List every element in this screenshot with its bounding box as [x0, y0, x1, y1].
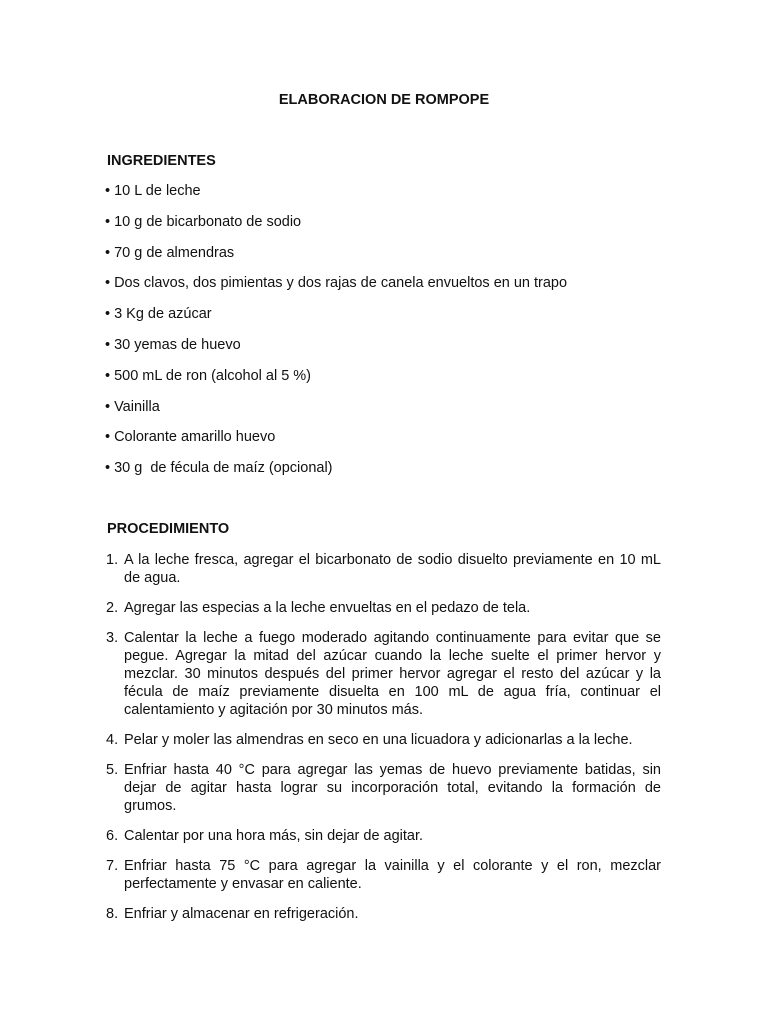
ingredient-item	[105, 214, 567, 245]
step-number: 3.	[106, 630, 119, 647]
ingredient-item	[105, 399, 567, 430]
ingredient-item	[105, 460, 567, 491]
step-number: 4.	[106, 731, 119, 748]
ingredient-text: 70 g de almendras	[114, 244, 235, 261]
procedure-step	[106, 600, 661, 618]
procedure-step	[106, 732, 661, 750]
step-text: Agregar las especias a la leche envueltas en el pedazo de tela.	[124, 600, 531, 617]
bullet-glyph: •	[105, 244, 111, 261]
ingredient-item	[105, 245, 567, 276]
step-number: 5.	[106, 762, 119, 779]
bullet-glyph: •	[105, 336, 111, 353]
ingredient-text: 10 L de leche	[114, 183, 201, 199]
procedure-step	[106, 906, 661, 924]
document-title: ELABORACION DE ROMPOPE	[278, 92, 490, 108]
ingredients-heading: INGREDIENTES	[107, 153, 216, 169]
bullet-glyph: •	[105, 460, 111, 477]
ingredient-text: 30 g de fécula de maíz (opcional)	[114, 460, 333, 477]
procedure-step	[106, 630, 661, 719]
step-text: A la leche fresca, agregar el bicarbonato de sodio disuelto previamente en 10 mL de agua.	[124, 552, 661, 586]
bullet-glyph: •	[105, 367, 111, 384]
ingredient-list	[105, 183, 567, 491]
ingredient-text: Colorante amarillo huevo	[114, 429, 276, 446]
procedure-step	[106, 828, 661, 846]
step-text: Calentar por una hora más, sin dejar de agitar.	[124, 828, 424, 845]
bullet-glyph: •	[105, 275, 111, 292]
step-number: 2.	[106, 600, 119, 617]
step-number: 6.	[106, 828, 119, 845]
bullet-glyph: •	[105, 213, 111, 230]
ingredient-text: 3 Kg de azúcar	[114, 306, 212, 323]
ingredient-text: 500 mL de ron (alcohol al 5 %)	[114, 367, 312, 384]
ingredient-item	[105, 183, 567, 214]
ingredient-text: 30 yemas de huevo	[114, 336, 241, 353]
step-text: Pelar y moler las almendras en seco en una licuadora y adicionarlas a la leche.	[124, 731, 633, 748]
ingredient-item	[105, 337, 567, 368]
bullet-glyph: •	[105, 306, 111, 323]
ingredient-item	[105, 429, 567, 460]
bullet-glyph: •	[105, 183, 111, 199]
step-number: 1.	[106, 552, 119, 568]
ingredient-text: Dos clavos, dos pimientas y dos rajas de canela envueltos en un trapo	[114, 275, 568, 292]
step-number: 8.	[106, 906, 119, 923]
step-text: Enfriar hasta 40 °C para agregar las yemas de huevo previamente batidas, sin dejar de agitar hasta lograr su incorporación total, evitando la formación de grumos.	[124, 762, 661, 814]
bullet-glyph: •	[105, 429, 111, 446]
step-text: Calentar la leche a fuego moderado agitando continuamente para evitar que se pegue. Agregar la mitad del azúcar cuando la leche suelte el primer hervor y mezclar. 30 minutos después del primer hervor agregar el resto del azúcar y la fécula de maíz previamente disuelta en 100 mL de agua fría, continuar el calentamiento y agitación por 30 minutos más.	[124, 630, 661, 718]
ingredient-text: Vainilla	[114, 398, 160, 415]
step-text: Enfriar hasta 75 °C para agregar la vainilla y el colorante y el ron, mezclar perfectamente y envasar en caliente.	[124, 858, 661, 893]
ingredient-item	[105, 368, 567, 399]
bullet-glyph: •	[105, 398, 111, 415]
ingredient-item	[105, 306, 567, 337]
procedure-step	[106, 858, 661, 894]
step-text: Enfriar y almacenar en refrigeración.	[124, 906, 359, 923]
step-number: 7.	[106, 858, 119, 875]
procedure-step	[106, 552, 661, 588]
ingredient-text: 10 g de bicarbonato de sodio	[114, 213, 302, 230]
procedure-step	[106, 762, 661, 815]
procedure-heading: PROCEDIMIENTO	[107, 521, 230, 537]
ingredient-item	[105, 275, 567, 306]
procedure-list	[106, 552, 661, 937]
